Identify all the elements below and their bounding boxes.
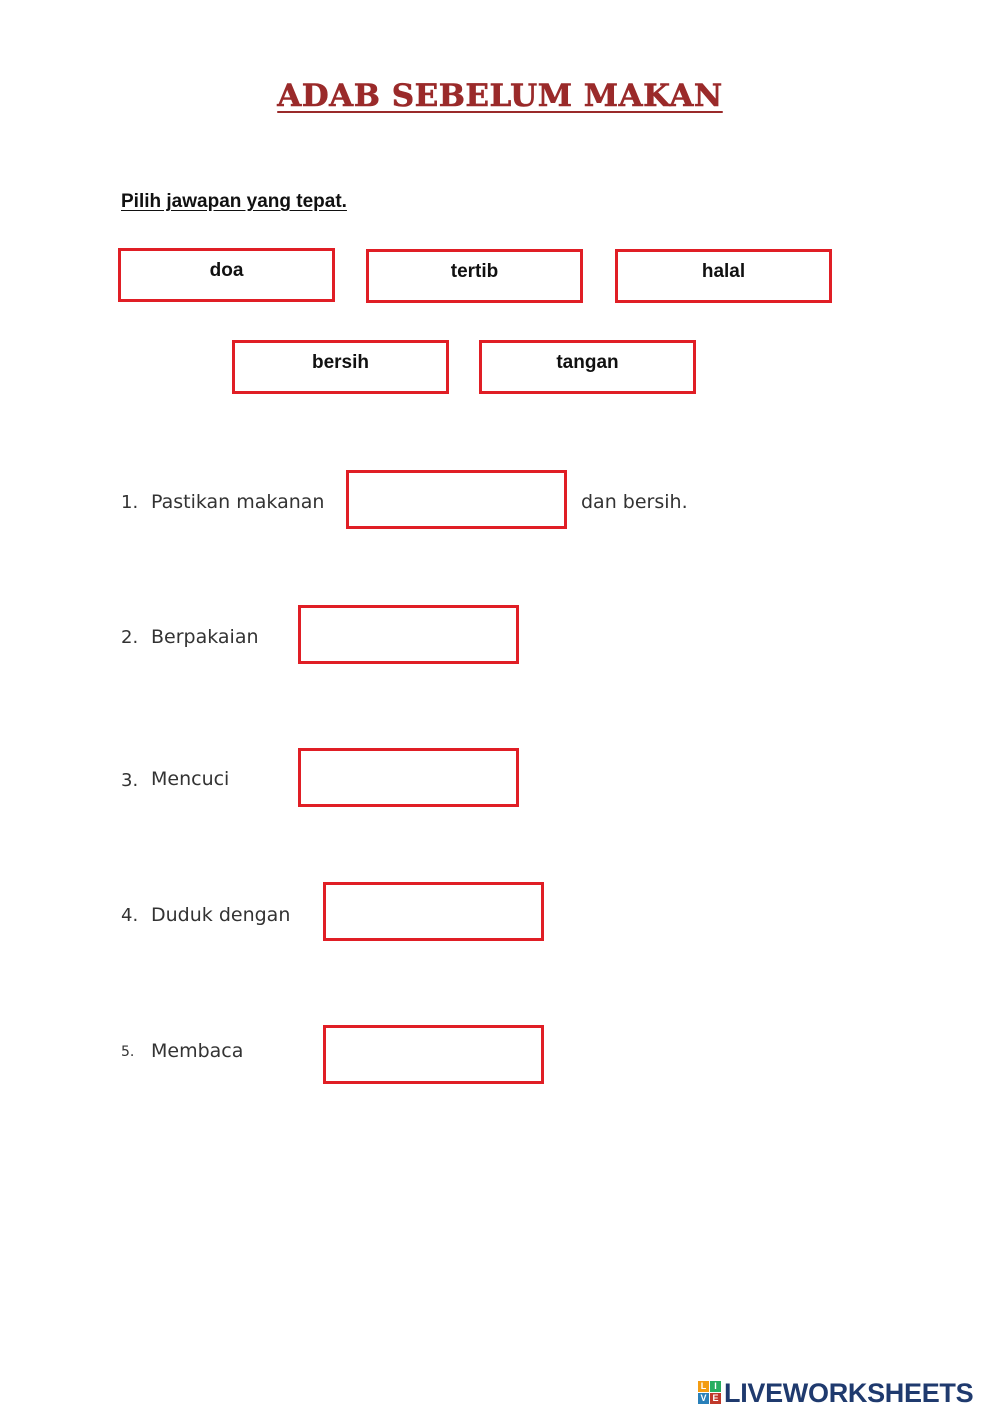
- liveworksheets-logo-icon: L I V E: [698, 1381, 722, 1405]
- word-option-doa[interactable]: doa: [118, 248, 335, 302]
- answer-drop-box-2[interactable]: [298, 605, 519, 664]
- question-number: 1.: [121, 492, 139, 513]
- question-number: 2.: [121, 627, 139, 648]
- question-text: Berpakaian: [151, 626, 259, 648]
- question-text: Duduk dengan: [151, 904, 291, 926]
- question-number: 4.: [121, 905, 139, 926]
- question-text: Pastikan makanan: [151, 491, 325, 513]
- answer-drop-box-3[interactable]: [298, 748, 519, 807]
- answer-drop-box-4[interactable]: [323, 882, 544, 941]
- answer-drop-box-5[interactable]: [323, 1025, 544, 1084]
- liveworksheets-logo-text: LIVEWORKSHEETS: [724, 1377, 974, 1408]
- question-text-after: dan bersih.: [581, 491, 688, 513]
- word-option-bersih[interactable]: bersih: [232, 340, 449, 394]
- question-text: Membaca: [151, 1040, 244, 1062]
- word-option-tangan[interactable]: tangan: [479, 340, 696, 394]
- word-option-halal[interactable]: halal: [615, 249, 832, 303]
- instruction-text: Pilih jawapan yang tepat.: [121, 191, 347, 212]
- question-number: 5.: [121, 1044, 135, 1060]
- question-text: Mencuci: [151, 768, 230, 790]
- answer-drop-box-1[interactable]: [346, 470, 567, 529]
- liveworksheets-logo: [698, 1378, 973, 1408]
- word-option-tertib[interactable]: tertib: [366, 249, 583, 303]
- question-number: 3.: [121, 770, 139, 791]
- page-title: ADAB SEBELUM MAKAN: [277, 78, 723, 114]
